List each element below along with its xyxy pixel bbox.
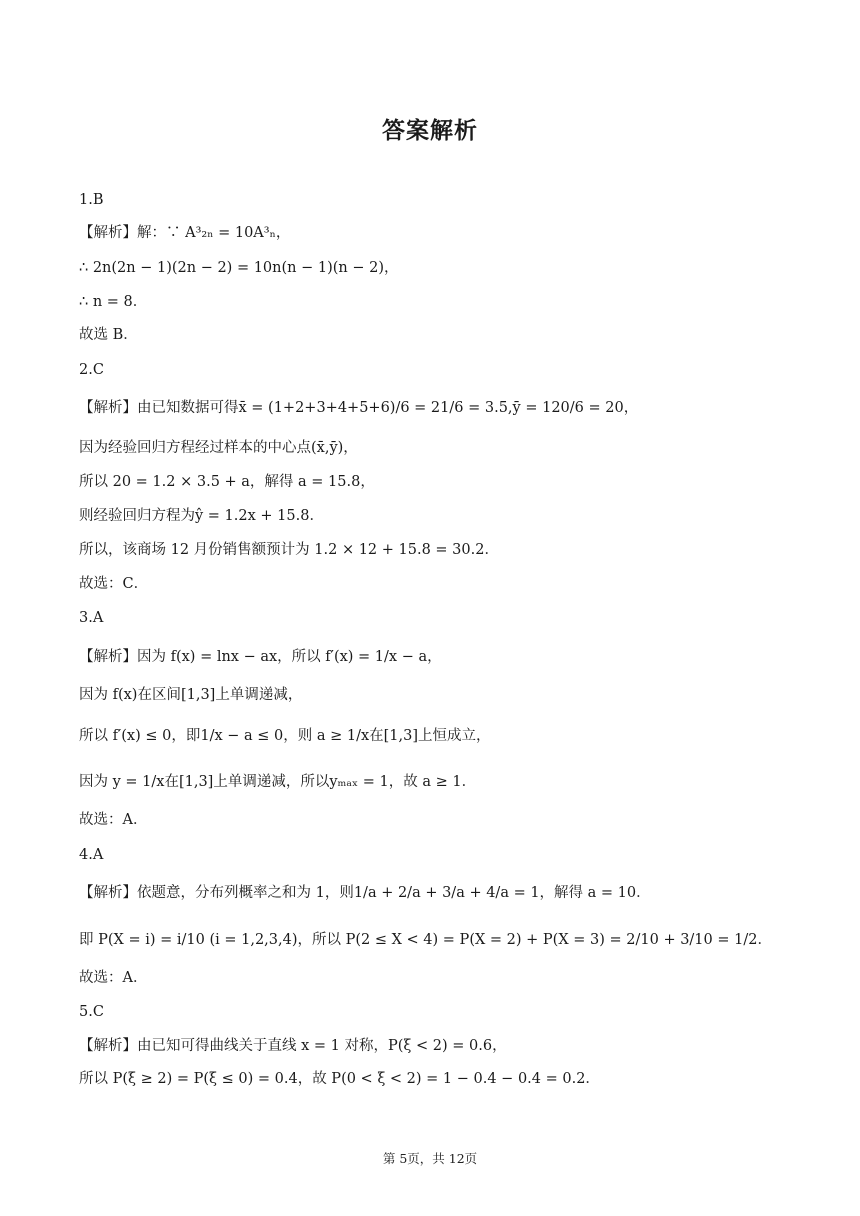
answer-2-line: 因为经验回归方程经过样本的中心点(x̄,ȳ)， bbox=[79, 440, 358, 456]
answer-4-line: 【解析】依题意，分布列概率之和为 1，则1/a + 2/a + 3/a + 4/a = 1，解得 a = 10． bbox=[79, 885, 651, 901]
answer-1-line: 故选 B． bbox=[79, 327, 138, 343]
answer-5-heading: 5.C bbox=[79, 1004, 104, 1020]
answer-3-line: 故选：A． bbox=[79, 812, 148, 828]
answer-2-heading: 2.C bbox=[79, 362, 104, 378]
answer-3-line: 【解析】因为 f(x) = lnx − ax，所以 f′(x) = 1/x − a， bbox=[79, 649, 442, 665]
answer-2-line: 所以 20 = 1.2 × 3.5 + a，解得 a = 15.8， bbox=[79, 474, 375, 490]
answer-2-line: 则经验回归方程为ŷ = 1.2x + 15.8． bbox=[79, 508, 324, 524]
answer-5-line: 【解析】由已知可得曲线关于直线 x = 1 对称，P(ξ < 2) = 0.6， bbox=[79, 1038, 507, 1054]
answer-5-line: 所以 P(ξ ≥ 2) = P(ξ ≤ 0) = 0.4，故 P(0 < ξ < 2) = 1 − 0.4 − 0.4 = 0.2． bbox=[79, 1071, 600, 1087]
answer-4-line: 故选：A． bbox=[79, 970, 148, 986]
answer-1-heading: 1.B bbox=[79, 192, 104, 208]
answer-4-heading: 4.A bbox=[79, 847, 104, 863]
answer-2-line: 故选：C． bbox=[79, 576, 149, 592]
page-footer: 第 5页，共 12页 bbox=[382, 1151, 478, 1166]
answer-3-heading: 3.A bbox=[79, 610, 104, 626]
answer-1-line: 【解析】解：∵ A³₂ₙ = 10A³ₙ， bbox=[79, 225, 291, 241]
answer-4-line: 即 P(X = i) = i/10 (i = 1,2,3,4)，所以 P(2 ≤ X < 4) = P(X = 2) + P(X = 3) = 2/10 + 3/10 = 1/2． bbox=[79, 932, 772, 948]
answer-3-line: 所以 f′(x) ≤ 0，即1/x − a ≤ 0，则 a ≥ 1/x在[1,3]上恒成立， bbox=[79, 728, 491, 744]
page-title: 答案解析 bbox=[382, 118, 478, 144]
answer-2-line: 【解析】由已知数据可得x̄ = (1+2+3+4+5+6)/6 = 21/6 = 3.5,ȳ = 120/6 = 20， bbox=[79, 400, 639, 416]
answer-1-line: ∴ n = 8． bbox=[79, 294, 148, 310]
answer-2-line: 所以，该商场 12 月份销售额预计为 1.2 × 12 + 15.8 = 30.2． bbox=[79, 542, 499, 558]
answer-1-line: ∴ 2n(2n − 1)(2n − 2) = 10n(n − 1)(n − 2)， bbox=[79, 260, 399, 276]
answer-3-line: 因为 y = 1/x在[1,3]上单调递减，所以yₘₐₓ = 1，故 a ≥ 1． bbox=[79, 774, 477, 790]
answer-3-line: 因为 f(x)在区间[1,3]上单调递减， bbox=[79, 687, 303, 703]
